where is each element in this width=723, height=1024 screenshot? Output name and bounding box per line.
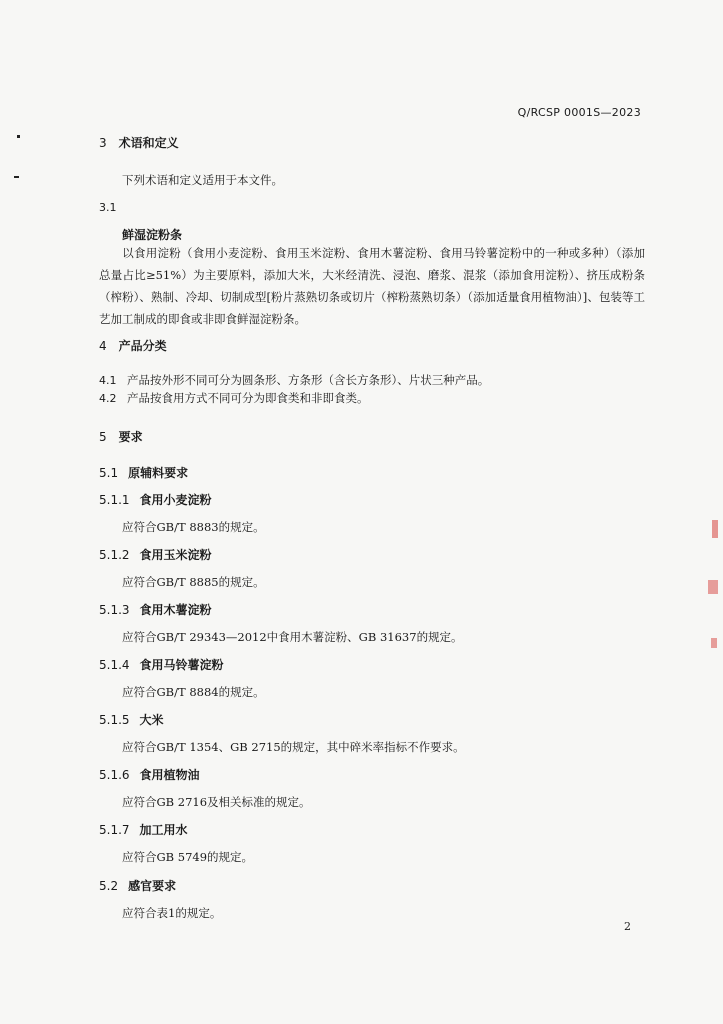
section-number: 3 xyxy=(99,136,107,150)
requirement-text: 应符合GB 5749的规定。 xyxy=(122,850,254,864)
requirement-text: 应符合GB 2716及相关标准的规定。 xyxy=(122,795,311,809)
list-item: 4.2 产品按食用方式不同可分为即食类和非即食类。 xyxy=(99,391,369,405)
page-number: 2 xyxy=(624,920,631,933)
subsection-heading: 5.1.5 大米 xyxy=(99,713,164,727)
requirement-text: 应符合表1的规定。 xyxy=(122,906,222,920)
subsection-heading: 5.1.6 食用植物油 xyxy=(99,768,200,782)
section-heading xyxy=(99,337,167,354)
subsection-heading: 5.2 感官要求 xyxy=(99,879,177,893)
requirement-text: 应符合GB/T 29343—2012中食用木薯淀粉、GB 31637的规定。 xyxy=(122,630,463,644)
subsection-heading: 5.1.1 食用小麦淀粉 xyxy=(99,493,212,507)
stamp-fragment xyxy=(711,638,717,648)
subsection-heading: 5.1 原辅料要求 xyxy=(99,466,189,480)
scan-mark xyxy=(17,135,20,138)
section-heading xyxy=(99,134,179,151)
section-heading xyxy=(99,428,143,445)
subsection-heading: 5.1.2 食用玉米淀粉 xyxy=(99,548,212,562)
section-number: 5 xyxy=(99,430,107,444)
document-code: Q/RCSP 0001S—2023 xyxy=(517,106,641,119)
section-title: 要求 xyxy=(118,430,143,444)
requirement-text: 应符合GB/T 8883的规定。 xyxy=(122,520,265,534)
term-number: 3.1 xyxy=(99,201,117,214)
list-item: 4.1 产品按外形不同可分为圆条形、方条形（含长方条形）、片状三种产品。 xyxy=(99,373,490,387)
subsection-heading: 5.1.4 食用马铃薯淀粉 xyxy=(99,658,224,672)
section-number: 4 xyxy=(99,339,107,353)
requirement-text: 应符合GB/T 1354、GB 2715的规定，其中碎米率指标不作要求。 xyxy=(122,740,465,754)
term-name: 鲜湿淀粉条 xyxy=(122,228,183,242)
requirement-text: 应符合GB/T 8885的规定。 xyxy=(122,575,265,589)
intro-paragraph: 下列术语和定义适用于本文件。 xyxy=(122,173,283,187)
term-definition: 以食用淀粉（食用小麦淀粉、食用玉米淀粉、食用木薯淀粉、食用马铃薯淀粉中的一种或多种）（添加总量占比≥51%）为主要原料，添加大米，大米经清洗、浸泡、磨浆、混浆（添加食用淀粉）、挤压成粉条（榨粉）、熟制、冷却、切制成型[粉片蒸熟切条或切片（榨粉蒸熟切条）（添加适量食用植物油）]、包装等工艺加工制成的即食或非即食鲜湿淀粉条。 xyxy=(99,246,645,326)
section-title: 术语和定义 xyxy=(118,136,179,150)
stamp-fragment xyxy=(712,520,718,538)
subsection-heading: 5.1.7 加工用水 xyxy=(99,823,188,837)
requirement-text: 应符合GB/T 8884的规定。 xyxy=(122,685,265,699)
stamp-fragment xyxy=(708,580,718,594)
subsection-heading: 5.1.3 食用木薯淀粉 xyxy=(99,603,212,617)
scan-mark xyxy=(14,176,19,178)
section-title: 产品分类 xyxy=(118,339,167,353)
